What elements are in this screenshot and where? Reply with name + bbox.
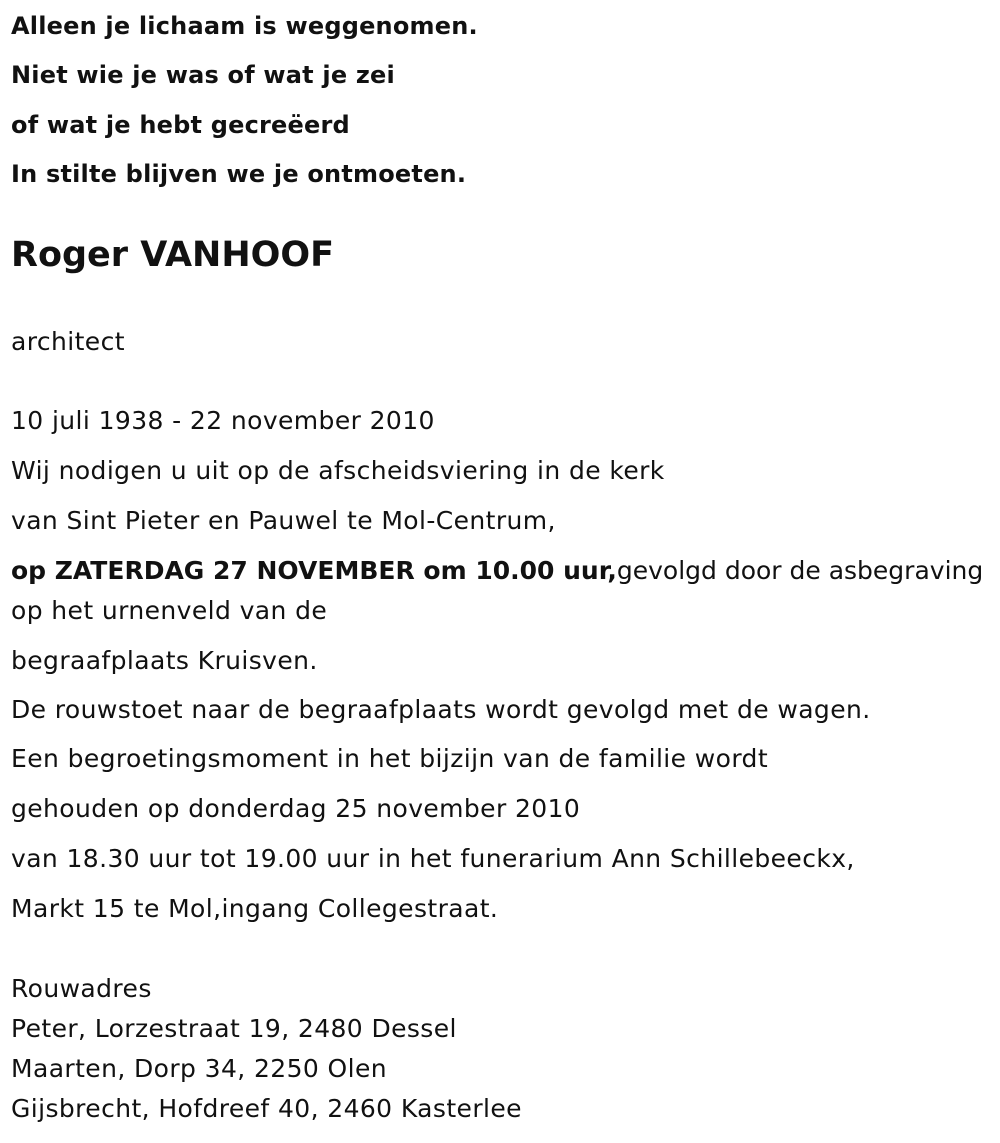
profession: architect xyxy=(11,327,125,356)
mourning-address: Gijsbrecht, Hofdreef 40, 2460 Kasterlee xyxy=(11,1094,522,1123)
invitation-line: Een begroetingsmoment in het bijzijn van de familie wordt xyxy=(11,744,769,773)
deceased-name: Roger VANHOOF xyxy=(11,235,335,275)
life-dates: 10 juli 1938 - 22 november 2010 xyxy=(11,406,435,435)
invitation-line: van Sint Pieter en Pauwel te Mol-Centrum, xyxy=(11,506,556,535)
mourning-address: Maarten, Dorp 34, 2250 Olen xyxy=(11,1054,387,1083)
invitation-line: van 18.30 uur tot 19.00 uur in het funerarium Ann Schillebeeckx, xyxy=(11,844,855,873)
ceremony-datetime: op ZATERDAG 27 NOVEMBER om 10.00 uur, xyxy=(11,556,617,585)
ceremony-continuation: gevolgd door de asbegraving xyxy=(616,556,984,585)
invitation-line: begraafplaats Kruisven. xyxy=(11,646,318,675)
invitation-line: gehouden op donderdag 25 november 2010 xyxy=(11,794,581,823)
invitation-line-ceremony xyxy=(11,558,983,583)
poem-line: of wat je hebt gecreëerd xyxy=(11,111,350,139)
invitation-line: Wij nodigen u uit op de afscheidsviering in de kerk xyxy=(11,456,665,485)
invitation-line: op het urnenveld van de xyxy=(11,596,328,625)
invitation-line: De rouwstoet naar de begraafplaats wordt gevolgd met de wagen. xyxy=(11,695,871,724)
mourning-address: Peter, Lorzestraat 19, 2480 Dessel xyxy=(11,1014,457,1043)
invitation-line: Markt 15 te Mol,ingang Collegestraat. xyxy=(11,894,499,923)
poem-line: Alleen je lichaam is weggenomen. xyxy=(11,12,478,40)
poem-line: In stilte blijven we je ontmoeten. xyxy=(11,160,467,188)
mourning-address-heading: Rouwadres xyxy=(11,974,152,1003)
poem-line: Niet wie je was of wat je zei xyxy=(11,61,395,89)
